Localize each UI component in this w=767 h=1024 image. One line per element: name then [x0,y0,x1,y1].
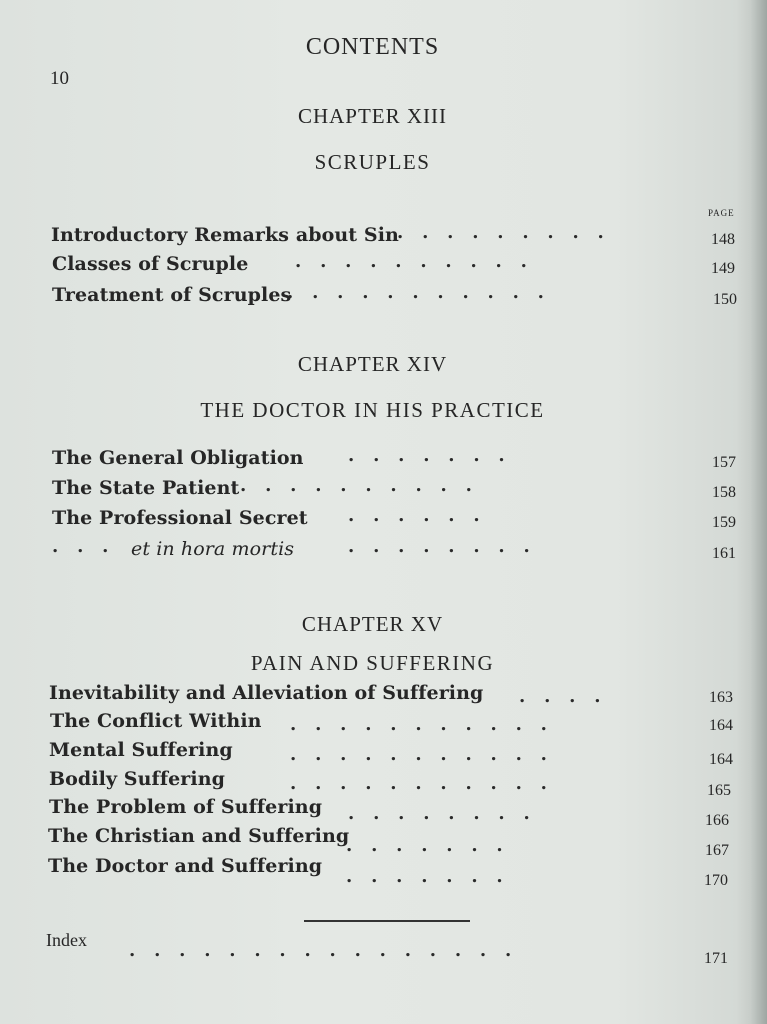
toc-entry-page: 148 [711,231,735,248]
toc-entry [0,477,767,505]
toc-entry-page: 167 [705,842,729,859]
dot-leader: . . . . . . . . [348,536,530,557]
chapter-heading-15: CHAPTER XV [301,612,444,636]
toc-entry-title: Introductory Remarks about Sin [51,224,399,246]
chapter-heading-14: CHAPTER XIV [297,352,448,376]
toc-entry [0,284,767,312]
toc-entry-title: Bodily Suffering [49,768,226,790]
contents-title: CONTENTS [305,34,440,60]
toc-entry-title: The Professional Secret [52,507,308,529]
dot-leader: . . . . . . . . . [397,222,604,243]
toc-entry-page: 149 [711,260,735,277]
chapter-heading-13: CHAPTER XIII [297,104,448,128]
toc-entry [0,538,767,566]
toc-entry-page: 159 [712,514,736,531]
toc-entry [0,507,767,535]
dot-leader: . . . . . . . . . . . [290,773,547,794]
section-rule [304,920,470,922]
toc-entry [0,768,767,799]
index-page: 171 [704,950,728,967]
toc-entry-title: Classes of Scruple [52,253,249,275]
dot-leader: . . . . [519,686,601,707]
toc-entry-page: 164 [709,751,733,768]
dot-leader-index: . . . . . . . . . . . . . . . . [129,940,512,961]
toc-entry [0,855,767,889]
page-number: 10 [50,68,69,89]
toc-entry [0,796,767,829]
dot-leader: . . . . . . . [346,835,503,856]
toc-entry [0,710,767,738]
toc-entry-page: 161 [712,545,736,562]
toc-entry-title: The Problem of Suffering [49,796,323,818]
dot-leader-prefix: . . . [52,536,109,557]
toc-entry-title: Mental Suffering [49,739,233,761]
toc-entry [0,253,767,281]
dot-leader: . . . . . . [348,505,480,526]
dot-leader: . . . . . . . [348,445,505,466]
toc-entry [0,447,767,475]
index-label: Index [46,930,87,950]
dot-leader: . . . . . . . . . . . [290,714,547,735]
toc-entry-title: The Conflict Within [50,710,262,732]
toc-entry [0,739,767,767]
dot-leader: . . . . . . . [346,866,503,887]
toc-entry-page: 157 [712,454,736,471]
toc-entry-title: Inevitability and Alleviation of Suffering [49,682,484,704]
toc-entry-page: 163 [709,689,733,706]
toc-entry [0,224,767,252]
dot-leader: . . . . . . . . . . . [290,744,547,765]
toc-entry-title: The Christian and Suffering [48,825,350,847]
toc-entry-title: The State Patient [52,477,240,499]
toc-entry-page: 158 [712,484,736,501]
toc-entry [0,682,767,710]
dot-leader: . . . . . . . . . . . [287,282,544,303]
chapter-title-14: THE DOCTOR IN HIS PRACTICE [200,398,545,422]
toc-entry-page: 150 [713,291,737,308]
toc-entry-page: 170 [704,872,728,889]
dot-leader: . . . . . . . . . . [240,475,472,496]
toc-entry-page: 165 [707,782,731,799]
toc-entry-title: The General Obligation [52,447,304,469]
dot-leader: . . . . . . . . [348,803,530,824]
page-column-label: PAGE [708,208,735,218]
toc-entry [0,825,767,859]
chapter-title-13: SCRUPLES [314,150,431,174]
dot-leader: . . . . . . . . . . [295,251,527,272]
toc-entry-title: The Doctor and Suffering [48,855,323,877]
chapter-title-15: PAIN AND SUFFERING [250,651,495,675]
toc-entry-title: Treatment of Scruples [52,284,292,306]
toc-entry-page: 166 [705,812,729,829]
toc-entry-page: 164 [709,717,733,734]
toc-entry-title: et in hora mortis [131,538,295,560]
